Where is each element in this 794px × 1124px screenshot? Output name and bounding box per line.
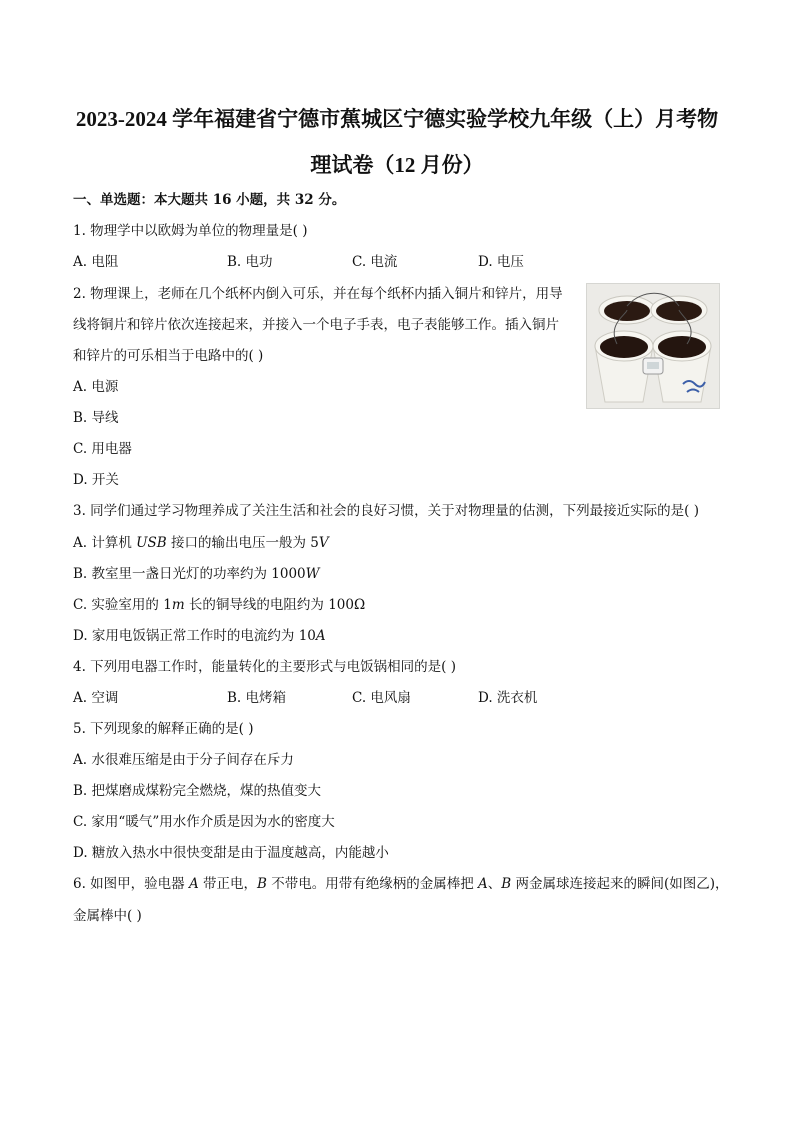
exam-title <box>40 96 754 188</box>
q3-option-b: B. 教室里一盏日光灯的功率约为 1000W <box>73 566 320 582</box>
q3-option-a: A. 计算机 USB 接口的输出电压一般为 5V <box>73 535 329 551</box>
q2-option-c: C. 用电器 <box>73 441 132 457</box>
question-3-stem: 3. 同学们通过学习物理养成了关注生活和社会的良好习惯，关于对物理量的估测，下列最接近实际的是( ) <box>73 503 699 519</box>
q4-option-d: D. 洗衣机 <box>478 690 538 706</box>
q5-option-d: D. 糖放入热水中很快变甜是由于温度越高，内能越小 <box>73 845 389 861</box>
question-6-stem-line-2: 金属棒中( ) <box>73 908 142 924</box>
q4-option-b: B. 电烤箱 <box>227 690 287 706</box>
q1-option-b: B. 电功 <box>227 254 273 270</box>
question-2-stem-line-3: 和锌片的可乐相当于电路中的( ) <box>73 348 264 364</box>
q3-option-d: D. 家用电饭锅正常工作时的电流约为 10A <box>73 628 326 644</box>
q2-option-b: B. 导线 <box>73 410 119 426</box>
question-5-stem: 5. 下列现象的解释正确的是( ) <box>73 721 254 737</box>
q3-option-c: C. 实验室用的 1m 长的铜导线的电阻约为 100Ω <box>73 597 366 613</box>
q5-option-a: A. 水很难压缩是由于分子间存在斥力 <box>73 752 294 768</box>
question-1-stem: 1. 物理学中以欧姆为单位的物理量是( ) <box>73 223 308 239</box>
question-6-stem-line-1: 6. 如图甲，验电器 A 带正电，B 不带电。用带有绝缘柄的金属棒把 A、B 两金属球连接起来的瞬间(如图乙)， <box>73 876 729 892</box>
title-line-1: 2023-2024 学年福建省宁德市蕉城区宁德实验学校九年级（上）月考物 <box>75 107 719 131</box>
cola-cups-illustration <box>587 284 719 408</box>
q5-option-c: C. 家用“暖气”用水作介质是因为水的密度大 <box>73 814 335 830</box>
q4-option-c: C. 电风扇 <box>352 690 411 706</box>
section-heading: 一、单选题：本大题共 16 小题，共 32 分。 <box>73 192 346 208</box>
question-2-stem-line-2: 线将铜片和锌片依次连接起来，并接入一个电子手表，电子表能够工作。插入铜片 <box>73 317 559 333</box>
q4-option-a: A. 空调 <box>73 690 119 706</box>
q1-option-d: D. 电压 <box>478 254 524 270</box>
title-line-2: 理试卷（12 月份） <box>310 153 484 177</box>
q2-option-a: A. 电源 <box>73 379 119 395</box>
question-4-stem: 4. 下列用电器工作时，能量转化的主要形式与电饭锅相同的是( ) <box>73 659 456 675</box>
q1-option-c: C. 电流 <box>352 254 398 270</box>
cola-battery-photo <box>586 283 720 409</box>
q1-option-a: A. 电阻 <box>73 254 119 270</box>
q5-option-b: B. 把煤磨成煤粉完全燃烧，煤的热值变大 <box>73 783 322 799</box>
question-2-stem-line-1: 2. 物理课上，老师在几个纸杯内倒入可乐，并在每个纸杯内插入铜片和锌片，用导 <box>73 286 563 302</box>
q2-option-d: D. 开关 <box>73 472 119 488</box>
